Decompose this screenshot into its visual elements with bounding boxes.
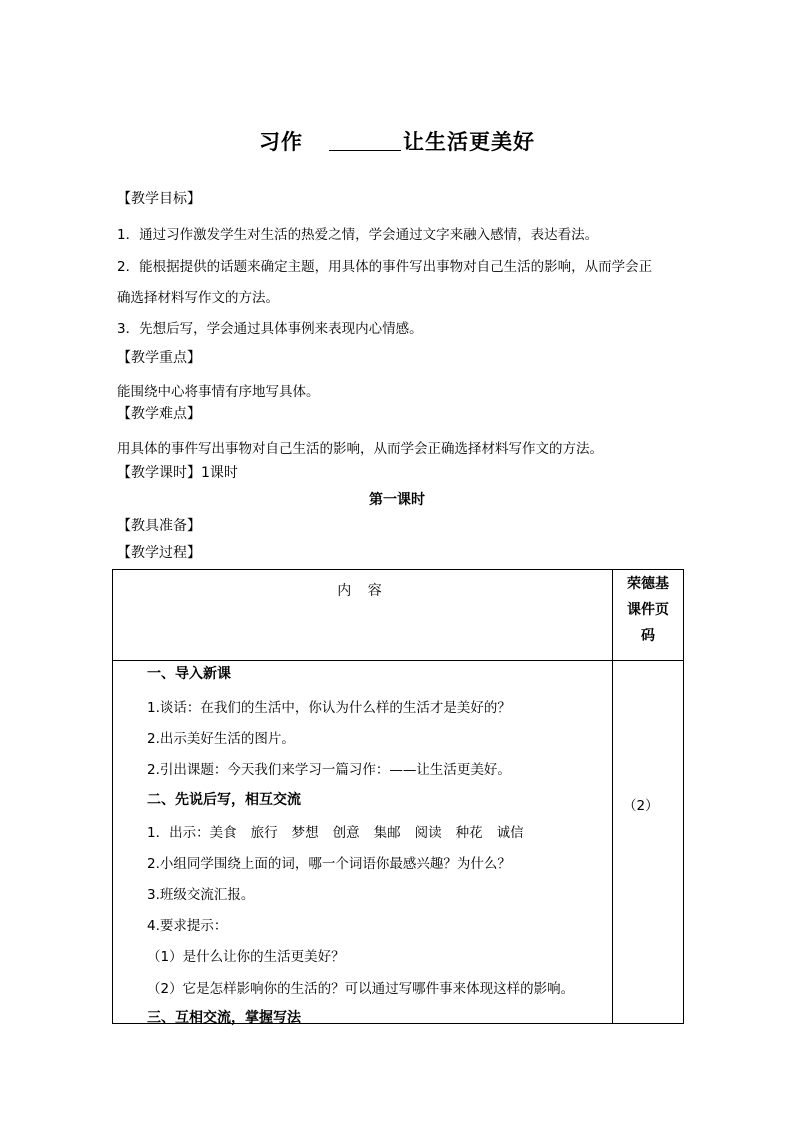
title-prefix: 习作 [259,130,303,154]
body-content-cell [113,661,613,1024]
content-row: （2）它是怎样影响你的生活的？可以通过写哪件事来体现这样的影响。 [147,981,575,997]
body-side-cell [613,661,684,1024]
word-item: 诚信 [496,825,524,841]
page-title [0,126,794,156]
header-side-line-1: 荣德基 [627,576,669,592]
key-points-text: 能围绕中心将事情有序地写具体。 [117,384,320,400]
word-item: 创意 [332,825,360,841]
first-period-title: 第一课时 [369,492,425,508]
word-item: 种花 [455,825,483,841]
difficulties-text: 用具体的事件写出事物对自己生活的影响，从而学会正确选择材料写作文的方法。 [117,441,603,457]
word-list-label: 1．出示： [147,825,210,841]
tools-heading: 【教具准备】 [117,518,201,534]
periods-text: 1课时 [201,465,238,481]
objectives-heading: 【教学目标】 [117,191,201,207]
objective-2: 2．能根据提供的话题来确定主题，用具体的事件写出事物对自己生活的影响，从而学会正 [117,259,653,275]
header-side-line-2: 课件页 [627,602,669,618]
objective-1: 1．通过习作激发学生对生活的热爱之情，学会通过文字来融入感情，表达看法。 [117,227,599,243]
content-row: 4.要求提示： [147,918,228,934]
periods-heading: 【教学课时】 [117,465,201,481]
section-1-heading: 一、导入新课 [147,666,231,682]
title-blank [329,132,401,151]
header-content-label: 内 容 [337,583,388,599]
header-content-cell [113,570,613,661]
header-side-line-3: 码 [641,628,655,644]
content-row: 2.小组同学围绕上面的词，哪一个词语你最感兴趣？为什么？ [147,856,511,872]
content-row: 3.班级交流汇报。 [147,887,255,903]
content-row: 1.谈话：在我们的生活中，你认为什么样的生活才是美好的？ [147,700,511,716]
header-side-cell [613,570,684,661]
process-heading: 【教学过程】 [117,545,201,561]
content-row: （1）是什么让你的生活更美好？ [147,949,345,965]
title-suffix: 让生活更美好 [403,130,535,154]
objective-3: 3．先想后写，学会通过具体事例来表现内心情感。 [117,321,423,337]
word-item: 梦想 [291,825,319,841]
word-item: 集邮 [373,825,401,841]
table-body-row [113,661,684,1024]
section-2-heading: 二、先说后写，相互交流 [147,792,301,808]
objective-2-cont: 确选择材料写作文的方法。 [117,290,279,306]
word-item: 美食 [209,825,237,841]
side-page-code: （2） [623,798,659,814]
content-row: 2.出示美好生活的图片。 [147,731,295,747]
word-list-row [147,821,538,841]
word-item: 旅行 [250,825,278,841]
section-3-heading: 三、互相交流，掌握写法 [147,1010,301,1026]
key-points-heading: 【教学重点】 [117,350,201,366]
difficulties-heading: 【教学难点】 [117,406,201,422]
table-header-row [113,570,684,661]
periods-line [117,462,238,482]
word-item: 阅读 [414,825,442,841]
process-table [112,569,684,1024]
content-row: 2.引出课题：今天我们来学习一篇习作：——让生活更美好。 [147,762,511,778]
